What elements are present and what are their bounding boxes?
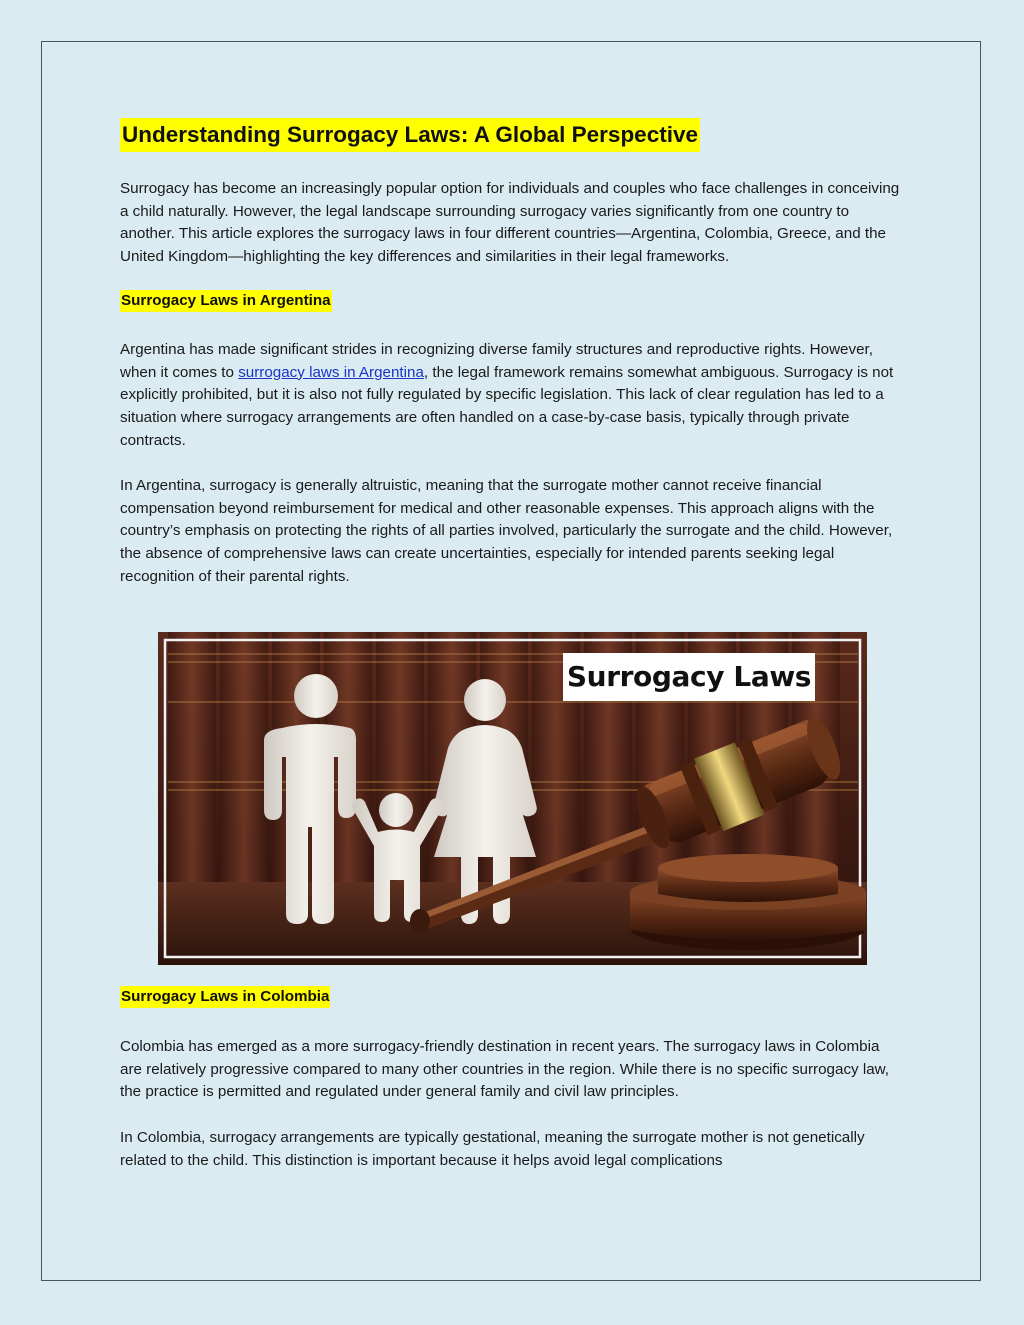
argentina-paragraph-2: In Argentina, surrogacy is generally altruistic, meaning that the surrogate mother cannot receive financial compensation beyond reimbursement for medical and other reasonable expenses. This approach aligns with the country’s emphasis on protecting the rights of all parties involved, particularly the surrogate and the child. However, the absence of comprehensive laws can create uncertainties, especially for intended parents seeking legal recognition of their parental rights. — [120, 477, 893, 585]
argentina-laws-link[interactable]: surrogacy laws in Argentina — [238, 363, 424, 381]
argentina-paragraph-1 — [120, 339, 904, 453]
surrogacy-laws-image — [158, 632, 867, 965]
image-caption: Surrogacy Laws — [563, 653, 815, 701]
section-heading-colombia: Surrogacy Laws in Colombia — [120, 986, 330, 1008]
document-content-continued — [120, 986, 904, 1172]
colombia-paragraph-1: Colombia has emerged as a more surrogacy-friendly destination in recent years. The surrogacy laws in Colombia are relatively progressive compared to many other countries in the region. While there is no specific surrogacy law, the practice is permitted and regulated under general family and civil law principles. — [120, 1038, 890, 1101]
intro-paragraph: Surrogacy has become an increasingly popular option for individuals and couples who face challenges in conceiving a child naturally. However, the legal landscape surrounding surrogacy varies significantly from one country to another. This article explores the surrogacy laws in four different countries—Argentina, Colombia, Greece, and the United Kingdom—highlighting the key differences and similarities in their legal frameworks. — [120, 180, 900, 266]
argentina-text-before-link: Argentina has made significant strides in recognizing diverse family structures and reproductive rights. However, when it comes to — [120, 340, 873, 381]
colombia-paragraph-2: In Colombia, surrogacy arrangements are typically gestational, meaning the surrogate mother is not genetically related to the child. This distinction is important because it helps avoid legal complications — [120, 1128, 865, 1169]
section-heading-argentina: Surrogacy Laws in Argentina — [120, 290, 332, 312]
document-title: Understanding Surrogacy Laws: A Global Perspective — [120, 118, 700, 152]
document-content — [120, 118, 904, 589]
argentina-text-after-link: , the legal framework remains somewhat ambiguous. Surrogacy is not explicitly prohibited, but it is also not fully regulated by specific legislation. This lack of clear regulation has led to a situation where surrogacy arrangements are often handled on a case-by-case basis, typically through private contracts. — [120, 363, 894, 449]
